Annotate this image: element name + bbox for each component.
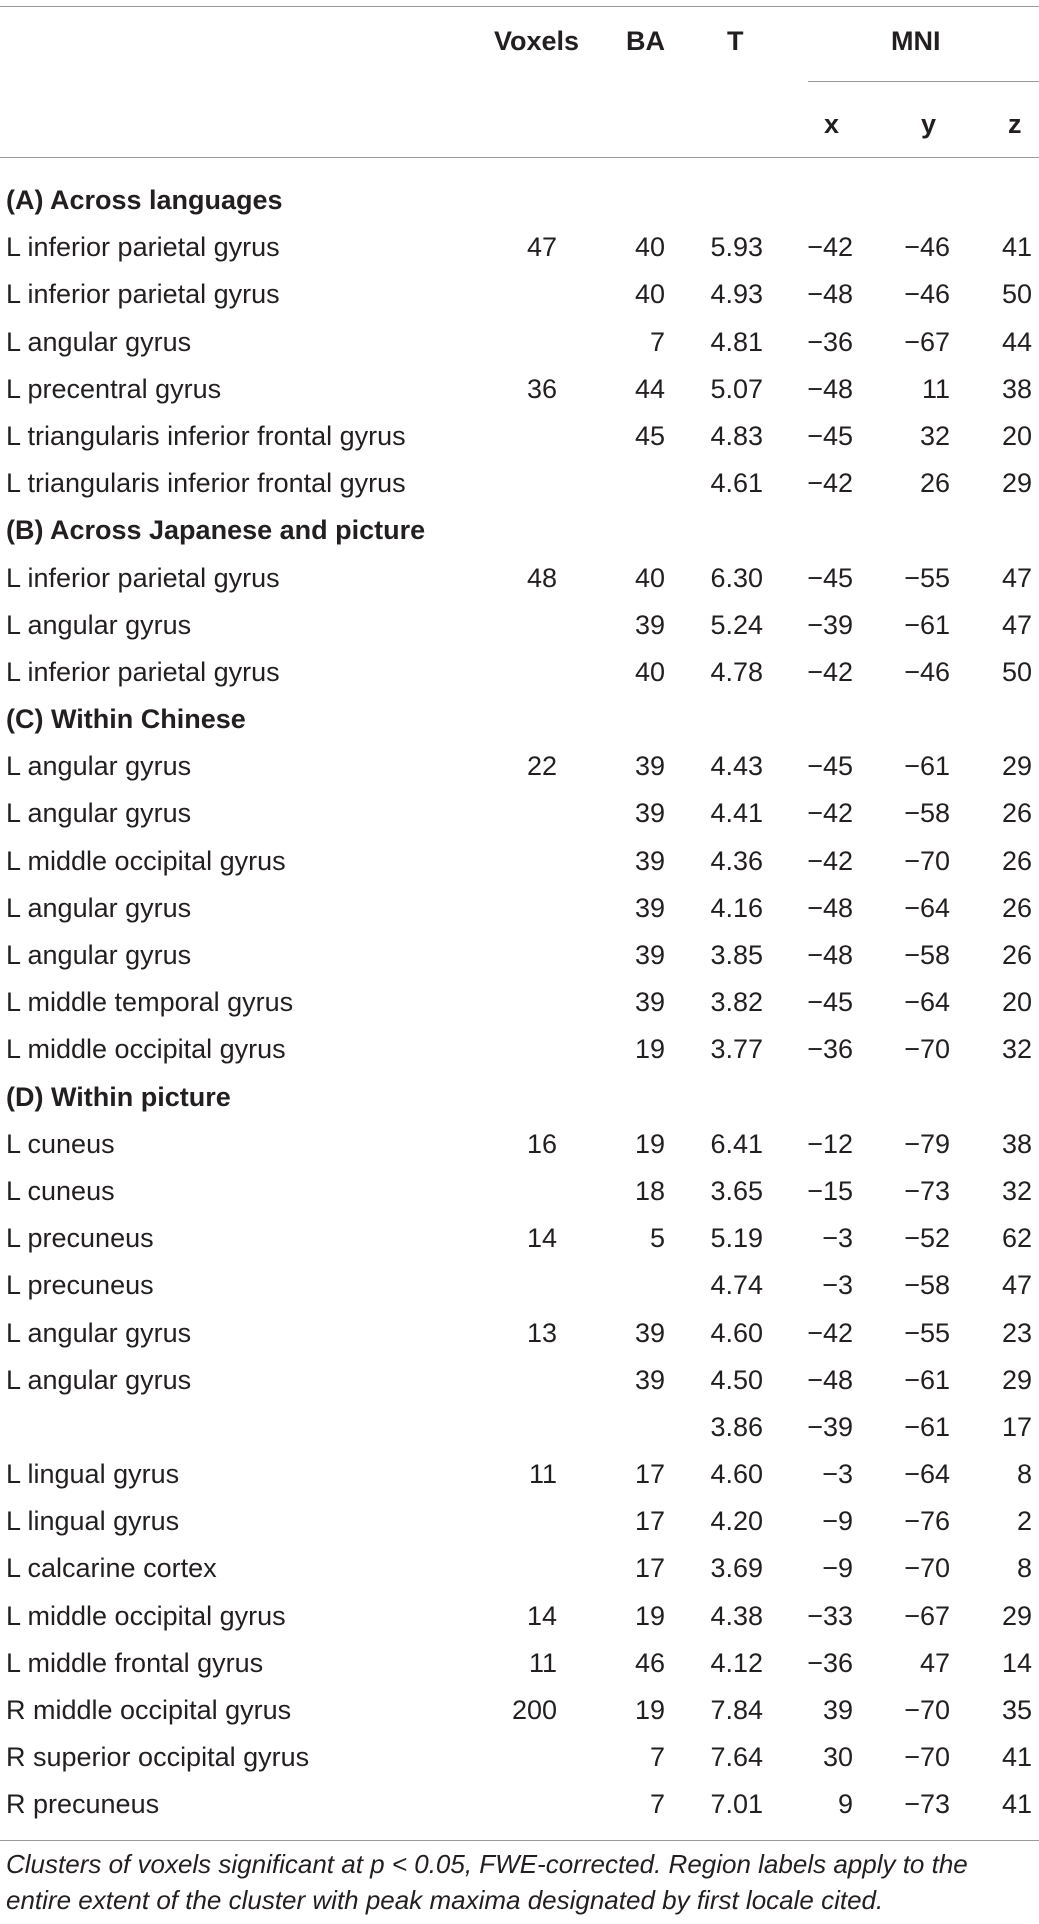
section-label: (B) Across Japanese and picture <box>6 515 426 546</box>
table-row <box>0 1026 1039 1073</box>
header-ba: BA <box>626 26 665 56</box>
ba-cell: 39 <box>634 892 665 923</box>
x-cell: −45 <box>807 562 853 593</box>
section-label: (C) Within Chinese <box>6 704 246 735</box>
z-cell: 20 <box>1001 987 1032 1018</box>
y-cell: −70 <box>904 1695 950 1725</box>
voxels-cell: 11 <box>528 1459 557 1490</box>
ba-cell: 7 <box>649 1742 665 1773</box>
ba-cell: 40 <box>634 562 665 593</box>
header-mni: MNI <box>891 26 941 56</box>
table-row <box>0 979 1039 1026</box>
header-y: y <box>921 109 937 139</box>
table-row <box>0 649 1039 696</box>
y-cell: −64 <box>904 892 950 923</box>
table-top-rule <box>0 6 1039 7</box>
t-cell: 3.86 <box>710 1411 763 1442</box>
t-cell: 4.60 <box>710 1459 763 1490</box>
table-row <box>0 460 1039 507</box>
z-cell: 2 <box>1016 1506 1032 1537</box>
x-cell: −33 <box>807 1600 853 1631</box>
t-cell: 4.61 <box>710 468 763 499</box>
x-cell: −42 <box>807 468 853 499</box>
t-cell: 3.85 <box>710 940 763 970</box>
ba-cell: 40 <box>634 279 665 310</box>
z-cell: 26 <box>1001 845 1032 876</box>
ba-cell: 46 <box>634 1647 665 1678</box>
region-cell: L cuneus <box>6 1175 115 1206</box>
section-heading-row <box>0 1074 1039 1121</box>
z-cell: 17 <box>1001 1411 1032 1442</box>
z-cell: 50 <box>1001 279 1032 310</box>
y-cell: 47 <box>919 1647 950 1678</box>
section-label: (A) Across languages <box>6 185 283 215</box>
z-cell: 35 <box>1001 1695 1032 1725</box>
region-cell: L angular gyrus <box>6 798 192 829</box>
z-cell: 41 <box>1001 232 1032 263</box>
x-cell: 9 <box>837 1789 853 1820</box>
ba-cell: 19 <box>634 1034 665 1065</box>
y-cell: −46 <box>904 279 950 310</box>
table-row <box>0 1687 1039 1734</box>
table-row <box>0 1168 1039 1215</box>
table-row <box>0 932 1039 979</box>
t-cell: 5.93 <box>710 232 763 263</box>
t-cell: 6.30 <box>710 562 763 593</box>
x-cell: −45 <box>807 751 853 782</box>
z-cell: 38 <box>1001 1128 1032 1159</box>
ba-cell: 39 <box>634 751 665 782</box>
y-cell: −70 <box>904 1742 950 1773</box>
ba-cell: 7 <box>649 1789 665 1820</box>
t-cell: 4.20 <box>710 1506 763 1537</box>
y-cell: −70 <box>904 1034 950 1065</box>
t-cell: 3.77 <box>710 1034 763 1065</box>
x-cell: −48 <box>807 373 853 404</box>
ba-cell: 19 <box>634 1695 665 1725</box>
z-cell: 29 <box>1001 1364 1032 1395</box>
table-row <box>0 413 1039 460</box>
region-cell: R superior occipital gyrus <box>6 1742 310 1773</box>
x-cell: 39 <box>822 1695 853 1725</box>
region-cell: L lingual gyrus <box>6 1459 180 1490</box>
y-cell: −52 <box>904 1223 950 1254</box>
z-cell: 26 <box>1001 798 1032 829</box>
region-cell: L middle frontal gyrus <box>6 1647 264 1678</box>
region-cell: L inferior parietal gyrus <box>6 656 280 687</box>
y-cell: −55 <box>904 1317 950 1348</box>
t-cell: 7.64 <box>710 1742 763 1773</box>
x-cell: −3 <box>822 1223 853 1254</box>
table-body <box>0 177 1039 1829</box>
table-row <box>0 1545 1039 1592</box>
t-cell: 7.01 <box>710 1789 763 1820</box>
y-cell: −70 <box>904 845 950 876</box>
z-cell: 26 <box>1001 892 1032 923</box>
y-cell: −55 <box>904 562 950 593</box>
table-row <box>0 1357 1039 1404</box>
header-x: x <box>824 109 840 139</box>
table-row <box>0 1781 1039 1828</box>
voxels-cell: 11 <box>528 1647 557 1678</box>
region-cell: L lingual gyrus <box>6 1506 180 1537</box>
t-cell: 4.83 <box>710 420 763 451</box>
y-cell: −64 <box>904 1459 950 1490</box>
y-cell: −58 <box>904 798 950 829</box>
ba-cell: 19 <box>634 1128 665 1159</box>
x-cell: −42 <box>807 1317 853 1348</box>
z-cell: 62 <box>1001 1223 1032 1254</box>
z-cell: 44 <box>1001 326 1032 357</box>
z-cell: 23 <box>1001 1317 1032 1348</box>
x-cell: −39 <box>807 1411 853 1442</box>
x-cell: −48 <box>807 279 853 310</box>
voxels-cell: 22 <box>526 751 557 782</box>
y-cell: −61 <box>904 1411 950 1442</box>
region-cell: L precuneus <box>6 1270 154 1301</box>
ba-cell: 17 <box>634 1553 665 1584</box>
table-row <box>0 224 1039 271</box>
t-cell: 4.43 <box>710 751 763 782</box>
header-t: T <box>727 26 744 56</box>
y-cell: 32 <box>919 420 950 451</box>
x-cell: −42 <box>807 845 853 876</box>
t-cell: 4.12 <box>710 1647 763 1678</box>
z-cell: 14 <box>1001 1647 1032 1678</box>
ba-cell: 5 <box>649 1223 665 1254</box>
table-row <box>0 1404 1039 1451</box>
y-cell: −61 <box>904 751 950 782</box>
y-cell: −61 <box>904 609 950 640</box>
z-cell: 8 <box>1016 1459 1032 1490</box>
table-row <box>0 271 1039 318</box>
x-cell: −42 <box>807 656 853 687</box>
y-cell: −76 <box>904 1506 950 1537</box>
region-cell: L angular gyrus <box>6 1317 192 1348</box>
ba-cell: 17 <box>634 1506 665 1537</box>
z-cell: 20 <box>1001 420 1032 451</box>
z-cell: 26 <box>1001 940 1032 970</box>
voxels-cell: 13 <box>526 1317 557 1348</box>
region-cell: L triangularis inferior frontal gyrus <box>6 420 406 451</box>
mni-group-rule <box>808 81 1039 82</box>
ba-cell: 17 <box>634 1459 665 1490</box>
y-cell: 11 <box>921 373 950 404</box>
voxels-cell: 48 <box>526 562 557 593</box>
table-row <box>0 319 1039 366</box>
voxels-cell: 47 <box>526 232 557 263</box>
z-cell: 47 <box>1001 562 1032 593</box>
x-cell: −9 <box>822 1553 853 1584</box>
region-cell: L precuneus <box>6 1223 154 1254</box>
region-cell: L calcarine cortex <box>6 1553 217 1584</box>
z-cell: 47 <box>1001 1270 1032 1301</box>
region-cell: L inferior parietal gyrus <box>6 232 280 263</box>
z-cell: 47 <box>1001 609 1032 640</box>
t-cell: 4.60 <box>710 1317 763 1348</box>
region-cell: R middle occipital gyrus <box>6 1695 292 1725</box>
ba-cell: 39 <box>634 1364 665 1395</box>
region-cell: R precuneus <box>6 1789 160 1820</box>
t-cell: 4.93 <box>710 279 763 310</box>
x-cell: −36 <box>807 1034 853 1065</box>
ba-cell: 39 <box>634 845 665 876</box>
y-cell: −46 <box>904 232 950 263</box>
region-cell: L angular gyrus <box>6 326 192 357</box>
t-cell: 4.36 <box>710 845 763 876</box>
t-cell: 5.07 <box>710 373 763 404</box>
x-cell: −42 <box>807 798 853 829</box>
t-cell: 4.50 <box>710 1364 763 1395</box>
y-cell: −67 <box>904 326 950 357</box>
table-row <box>0 1121 1039 1168</box>
voxels-cell: 14 <box>526 1223 557 1254</box>
region-cell: L middle occipital gyrus <box>6 845 286 876</box>
t-cell: 4.81 <box>710 326 763 357</box>
region-cell: L angular gyrus <box>6 751 192 782</box>
y-cell: −58 <box>904 940 950 970</box>
x-cell: −15 <box>807 1175 853 1206</box>
x-cell: −12 <box>807 1128 853 1159</box>
table-row <box>0 1593 1039 1640</box>
z-cell: 41 <box>1001 1742 1032 1773</box>
t-cell: 4.38 <box>710 1600 763 1631</box>
y-cell: −61 <box>904 1364 950 1395</box>
ba-cell: 40 <box>634 656 665 687</box>
region-cell: L angular gyrus <box>6 940 192 970</box>
y-cell: −79 <box>904 1128 950 1159</box>
table-row <box>0 790 1039 837</box>
x-cell: −45 <box>807 987 853 1018</box>
x-cell: −42 <box>807 232 853 263</box>
table-row <box>0 885 1039 932</box>
region-cell: L middle occipital gyrus <box>6 1600 286 1631</box>
table-row <box>0 1498 1039 1545</box>
table-bottom-rule <box>0 1840 1039 1841</box>
region-cell: L angular gyrus <box>6 892 192 923</box>
ba-cell: 7 <box>649 326 665 357</box>
region-cell: L angular gyrus <box>6 609 192 640</box>
header-voxels: Voxels <box>494 26 580 56</box>
table-row <box>0 1262 1039 1309</box>
y-cell: −64 <box>904 987 950 1018</box>
voxels-cell: 16 <box>526 1128 557 1159</box>
t-cell: 4.16 <box>710 892 763 923</box>
y-cell: 26 <box>919 468 950 499</box>
x-cell: 30 <box>822 1742 853 1773</box>
ba-cell: 19 <box>634 1600 665 1631</box>
t-cell: 5.24 <box>710 609 763 640</box>
z-cell: 32 <box>1001 1034 1032 1065</box>
voxels-cell: 36 <box>526 373 557 404</box>
region-cell: L precentral gyrus <box>6 373 222 404</box>
y-cell: −70 <box>904 1553 950 1584</box>
t-cell: 3.69 <box>710 1553 763 1584</box>
y-cell: −46 <box>904 656 950 687</box>
x-cell: −48 <box>807 892 853 923</box>
t-cell: 3.82 <box>710 987 763 1018</box>
section-label: (D) Within picture <box>6 1081 231 1112</box>
ba-cell: 39 <box>634 987 665 1018</box>
region-cell: L cuneus <box>6 1128 115 1159</box>
table-row <box>0 743 1039 790</box>
region-cell: L inferior parietal gyrus <box>6 279 280 310</box>
voxels-cell: 14 <box>526 1600 557 1631</box>
y-cell: −73 <box>904 1789 950 1820</box>
region-cell: L middle occipital gyrus <box>6 1034 286 1065</box>
z-cell: 38 <box>1001 373 1032 404</box>
region-cell: L angular gyrus <box>6 1364 192 1395</box>
x-cell: −39 <box>807 609 853 640</box>
z-cell: 29 <box>1001 1600 1032 1631</box>
z-cell: 50 <box>1001 656 1032 687</box>
section-heading-row <box>0 696 1039 743</box>
table-row <box>0 1310 1039 1357</box>
header-z: z <box>1008 109 1022 139</box>
y-cell: −67 <box>904 1600 950 1631</box>
x-cell: −48 <box>807 1364 853 1395</box>
ba-cell: 45 <box>634 420 665 451</box>
z-cell: 8 <box>1016 1553 1032 1584</box>
table-row <box>0 555 1039 602</box>
section-heading-row <box>0 507 1039 554</box>
z-cell: 29 <box>1001 468 1032 499</box>
t-cell: 6.41 <box>710 1128 763 1159</box>
header-bottom-rule <box>0 157 1039 158</box>
y-cell: −58 <box>904 1270 950 1301</box>
table-row <box>0 1734 1039 1781</box>
z-cell: 41 <box>1001 1789 1032 1820</box>
t-cell: 4.78 <box>710 656 763 687</box>
t-cell: 7.84 <box>710 1695 763 1725</box>
y-cell: −73 <box>904 1175 950 1206</box>
section-heading-row <box>0 177 1039 224</box>
t-cell: 5.19 <box>710 1223 763 1254</box>
table-row <box>0 366 1039 413</box>
ba-cell: 39 <box>634 609 665 640</box>
t-cell: 4.74 <box>710 1270 763 1301</box>
region-cell: L middle temporal gyrus <box>6 987 294 1018</box>
x-cell: −3 <box>822 1459 853 1490</box>
table-row <box>0 1215 1039 1262</box>
ba-cell: 40 <box>634 232 665 263</box>
x-cell: −9 <box>822 1506 853 1537</box>
z-cell: 29 <box>1001 751 1032 782</box>
ba-cell: 39 <box>634 1317 665 1348</box>
z-cell: 32 <box>1001 1175 1032 1206</box>
table-row <box>0 602 1039 649</box>
voxels-cell: 200 <box>511 1695 557 1725</box>
x-cell: −36 <box>807 326 853 357</box>
ba-cell: 39 <box>634 940 665 970</box>
x-cell: −36 <box>807 1647 853 1678</box>
region-cell: L inferior parietal gyrus <box>6 562 280 593</box>
table-footnote: Clusters of voxels significant at p < 0.05, FWE-corrected. Region labels apply to the entire extent of the cluster with peak maxima designated by first locale cited. <box>6 1849 968 1915</box>
x-cell: −48 <box>807 940 853 970</box>
table-row <box>0 838 1039 885</box>
ba-cell: 44 <box>634 373 665 404</box>
region-cell: L triangularis inferior frontal gyrus <box>6 468 406 499</box>
x-cell: −3 <box>822 1270 853 1301</box>
x-cell: −45 <box>807 420 853 451</box>
table-row <box>0 1451 1039 1498</box>
ba-cell: 18 <box>634 1175 665 1206</box>
table-row <box>0 1640 1039 1687</box>
t-cell: 3.65 <box>710 1175 763 1206</box>
ba-cell: 39 <box>634 798 665 829</box>
t-cell: 4.41 <box>710 798 763 829</box>
